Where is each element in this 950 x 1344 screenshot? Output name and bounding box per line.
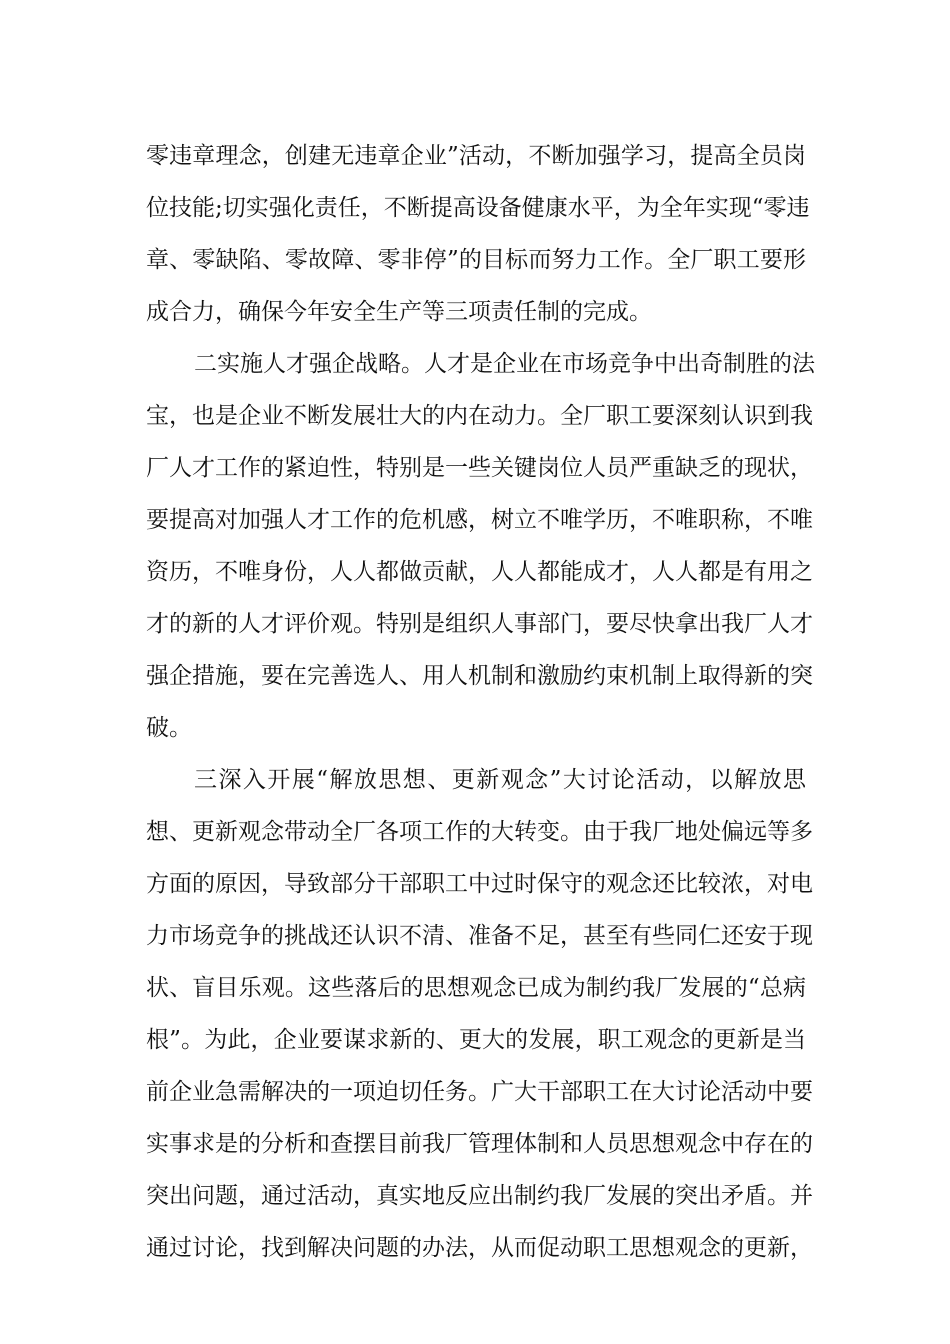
text-line: 强企措施，要在完善选人、用人机制和激励约束机制上取得新的突 — [146, 663, 813, 689]
text-line: 状、盲目乐观。这些落后的思想观念已成为制约我厂发展的“总病 — [146, 975, 806, 1001]
paragraph-start-line: 三深入开展“解放思想、更新观念”大讨论活动，以解放思 — [194, 767, 806, 793]
text-line: 力市场竞争的挑战还认识不清、准备不足，甚至有些同仁还安于现 — [146, 923, 813, 949]
text-line: 位技能;切实强化责任，不断提高设备健康水平，为全年实现“零违 — [146, 195, 810, 221]
text-line: 前企业急需解决的一项迫切任务。广大干部职工在大讨论活动中要 — [146, 1079, 813, 1105]
text-line: 资历，不唯身份，人人都做贡献，人人都能成才，人人都是有用之 — [146, 559, 813, 585]
text-line: 通过讨论，找到解决问题的办法，从而促动职工思想观念的更新， — [146, 1235, 813, 1261]
text-line: 破。 — [146, 715, 192, 741]
text-line: 方面的原因，导致部分干部职工中过时保守的观念还比较浓，对电 — [146, 871, 813, 897]
paragraph-start-line: 二实施人才强企战略。人才是企业在市场竞争中出奇制胜的法 — [194, 351, 815, 377]
text-line: 要提高对加强人才工作的危机感，树立不唯学历，不唯职称，不唯 — [146, 507, 813, 533]
text-line: 根”。为此，企业要谋求新的、更大的发展，职工观念的更新是当 — [146, 1027, 806, 1053]
text-line: 章、零缺陷、零故障、零非停”的目标而努力工作。全厂职工要形 — [146, 247, 806, 273]
text-line: 想、更新观念带动全厂各项工作的大转变。由于我厂地处偏远等多 — [146, 819, 813, 845]
text-line: 才的新的人才评价观。特别是组织人事部门，要尽快拿出我厂人才 — [146, 611, 813, 637]
text-line: 宝，也是企业不断发展壮大的内在动力。全厂职工要深刻认识到我 — [146, 403, 813, 429]
text-line: 突出问题，通过活动，真实地反应出制约我厂发展的突出矛盾。并 — [146, 1183, 813, 1209]
text-line: 实事求是的分析和查摆目前我厂管理体制和人员思想观念中存在的 — [146, 1131, 813, 1157]
text-line: 成合力，确保今年安全生产等三项责任制的完成。 — [146, 299, 652, 325]
text-line: 厂人才工作的紧迫性，特别是一些关键岗位人员严重缺乏的现状， — [146, 455, 813, 481]
text-line: 零违章理念，创建无违章企业”活动，不断加强学习，提高全员岗 — [146, 143, 806, 169]
